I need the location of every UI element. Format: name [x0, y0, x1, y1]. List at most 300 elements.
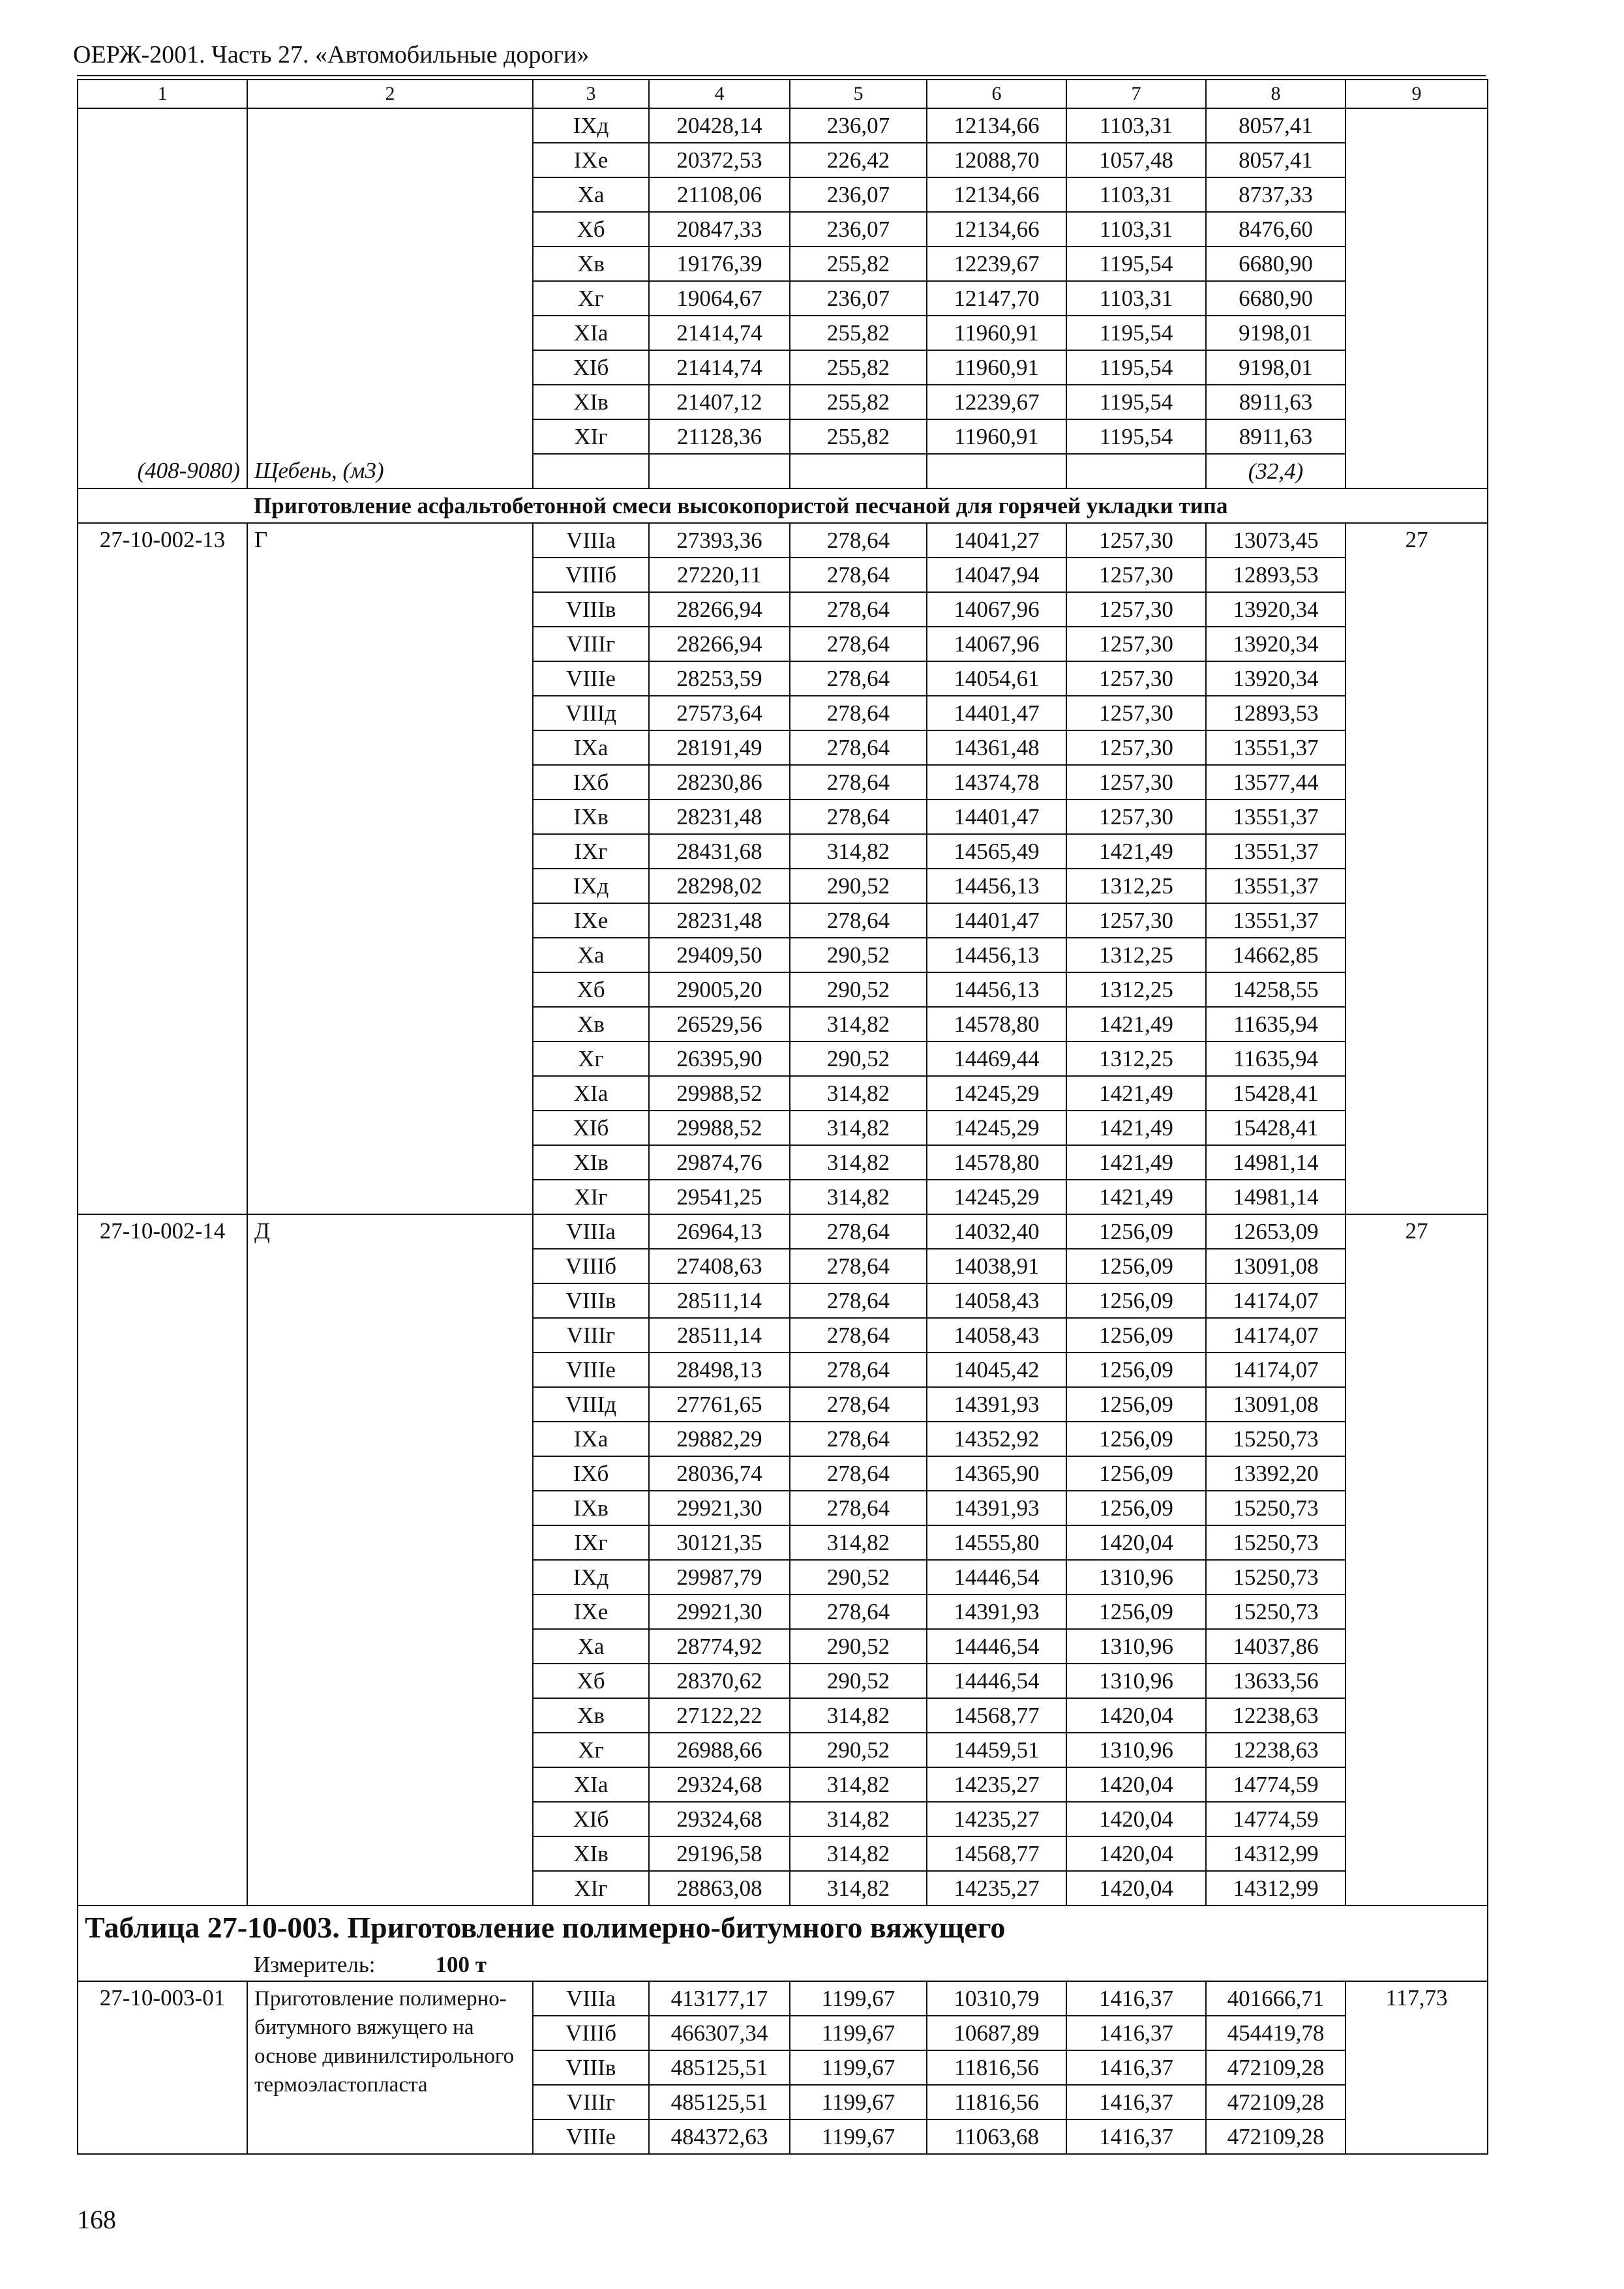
- value-cell: 14365,90: [927, 1456, 1066, 1491]
- value-cell: 314,82: [790, 1076, 927, 1111]
- zone-cell: IXд: [533, 1560, 649, 1594]
- empty-cell: [78, 1949, 247, 1981]
- zone-cell: VIIIв: [533, 592, 649, 627]
- value-cell: 314,82: [790, 834, 927, 869]
- value-cell: 11960,91: [927, 316, 1066, 350]
- value-cell: 1257,30: [1066, 592, 1206, 627]
- value-cell: 8737,33: [1206, 177, 1346, 212]
- column-number: 2: [247, 80, 533, 108]
- zone-cell: Xг: [533, 281, 649, 316]
- value-cell: 1416,37: [1066, 2085, 1206, 2119]
- value-cell: 10310,79: [927, 1981, 1066, 2016]
- zone-cell: IXг: [533, 1525, 649, 1560]
- value-cell: 1257,30: [1066, 903, 1206, 938]
- value-cell: 28036,74: [649, 1456, 790, 1491]
- zone-cell: IXд: [533, 108, 649, 143]
- value-cell: 1256,09: [1066, 1387, 1206, 1422]
- value-cell: 12893,53: [1206, 558, 1346, 592]
- value-cell: 14037,86: [1206, 1629, 1346, 1664]
- value-cell: 11063,68: [927, 2119, 1066, 2154]
- value-cell: 21414,74: [649, 350, 790, 385]
- measure-row: [78, 1949, 1488, 1981]
- value-cell: 13577,44: [1206, 765, 1346, 800]
- value-cell: 278,64: [790, 696, 927, 730]
- value-cell: 13091,08: [1206, 1387, 1346, 1422]
- empty-cell: [533, 454, 649, 488]
- value-cell: 11960,91: [927, 419, 1066, 454]
- value-cell: 255,82: [790, 316, 927, 350]
- value-cell: 278,64: [790, 661, 927, 696]
- value-cell: 454419,78: [1206, 2016, 1346, 2050]
- zone-cell: VIIIв: [533, 1283, 649, 1318]
- value-cell: 14401,47: [927, 696, 1066, 730]
- value-cell: 14981,14: [1206, 1145, 1346, 1180]
- value-cell: 236,07: [790, 108, 927, 143]
- rate-name: Приготовление полимерно-битумного вяжущего на основе дивинилстирольного термоэластопласта: [247, 1981, 533, 2154]
- value-cell: 485125,51: [649, 2050, 790, 2085]
- value-cell: 472109,28: [1206, 2085, 1346, 2119]
- value-cell: 14401,47: [927, 800, 1066, 834]
- measure-cell: [247, 1949, 1488, 1981]
- table-title-row: [78, 1906, 1488, 1949]
- value-cell: 13392,20: [1206, 1456, 1346, 1491]
- value-cell: 28431,68: [649, 834, 790, 869]
- value-cell: 14245,29: [927, 1111, 1066, 1145]
- value-cell: 8911,63: [1206, 419, 1346, 454]
- value-cell: 14456,13: [927, 938, 1066, 972]
- value-cell: 314,82: [790, 1180, 927, 1214]
- value-cell: 1310,96: [1066, 1560, 1206, 1594]
- zone-cell: VIIIа: [533, 1981, 649, 2016]
- value-cell: 1199,67: [790, 2050, 927, 2085]
- value-cell: 8057,41: [1206, 143, 1346, 177]
- zone-cell: VIIIб: [533, 558, 649, 592]
- value-cell: 290,52: [790, 1733, 927, 1767]
- value-cell: 13551,37: [1206, 834, 1346, 869]
- value-cell: 1256,09: [1066, 1249, 1206, 1283]
- value-cell: 1103,31: [1066, 212, 1206, 247]
- zone-cell: VIIIе: [533, 1353, 649, 1387]
- code-cell: [78, 108, 247, 454]
- value-cell: 1195,54: [1066, 316, 1206, 350]
- value-cell: 11960,91: [927, 350, 1066, 385]
- value-cell: 9198,01: [1206, 316, 1346, 350]
- value-cell: 290,52: [790, 1629, 927, 1664]
- value-cell: 236,07: [790, 212, 927, 247]
- zone-cell: VIIIв: [533, 2050, 649, 2085]
- value-cell: 1256,09: [1066, 1353, 1206, 1387]
- value-cell: 1257,30: [1066, 558, 1206, 592]
- zone-cell: XIг: [533, 1180, 649, 1214]
- value-cell: 1256,09: [1066, 1491, 1206, 1525]
- value-cell: 14245,29: [927, 1076, 1066, 1111]
- value-cell: 20372,53: [649, 143, 790, 177]
- empty-cell: [649, 454, 790, 488]
- column-number: 9: [1346, 80, 1488, 108]
- value-cell: 1195,54: [1066, 419, 1206, 454]
- value-cell: 314,82: [790, 1836, 927, 1871]
- value-cell: 12088,70: [927, 143, 1066, 177]
- value-cell: 21128,36: [649, 419, 790, 454]
- value-cell: 1103,31: [1066, 177, 1206, 212]
- zone-cell: XIб: [533, 1111, 649, 1145]
- value-cell: 472109,28: [1206, 2119, 1346, 2154]
- value-cell: 13091,08: [1206, 1249, 1346, 1283]
- value-cell: 1256,09: [1066, 1594, 1206, 1629]
- value-cell: 255,82: [790, 385, 927, 419]
- rate-code: 27-10-002-13: [78, 523, 247, 1214]
- measure-value: 100 т: [435, 1952, 487, 1977]
- empty-cell: [927, 454, 1066, 488]
- value-cell: 314,82: [790, 1767, 927, 1802]
- col9-cell: 27: [1346, 1214, 1488, 1906]
- value-cell: 26395,90: [649, 1041, 790, 1076]
- value-cell: 1199,67: [790, 2119, 927, 2154]
- value-cell: 13920,34: [1206, 627, 1346, 661]
- resource-qty: (32,4): [1206, 454, 1346, 488]
- value-cell: 14555,80: [927, 1525, 1066, 1560]
- value-cell: 14391,93: [927, 1387, 1066, 1422]
- value-cell: 11816,56: [927, 2085, 1066, 2119]
- value-cell: 236,07: [790, 281, 927, 316]
- value-cell: 1199,67: [790, 1981, 927, 2016]
- value-cell: 314,82: [790, 1802, 927, 1836]
- value-cell: 1421,49: [1066, 1111, 1206, 1145]
- value-cell: 14235,27: [927, 1871, 1066, 1906]
- value-cell: 1312,25: [1066, 1041, 1206, 1076]
- value-cell: 278,64: [790, 1283, 927, 1318]
- empty-cell: [790, 454, 927, 488]
- zone-cell: Xв: [533, 1007, 649, 1041]
- value-cell: 29409,50: [649, 938, 790, 972]
- value-cell: 14446,54: [927, 1664, 1066, 1698]
- value-cell: 12238,63: [1206, 1733, 1346, 1767]
- section-heading-row: [78, 488, 1488, 523]
- value-cell: 1310,96: [1066, 1733, 1206, 1767]
- value-cell: 1416,37: [1066, 2016, 1206, 2050]
- value-cell: 236,07: [790, 177, 927, 212]
- zone-cell: IXе: [533, 1594, 649, 1629]
- value-cell: 1421,49: [1066, 834, 1206, 869]
- value-cell: 278,64: [790, 1353, 927, 1387]
- measure-label: Измеритель:: [254, 1952, 376, 1977]
- value-cell: 1256,09: [1066, 1422, 1206, 1456]
- value-cell: 1257,30: [1066, 523, 1206, 558]
- resource-name: Щебень, (м3): [247, 454, 533, 488]
- value-cell: 28231,48: [649, 800, 790, 834]
- value-cell: 14235,27: [927, 1802, 1066, 1836]
- value-cell: 13073,45: [1206, 523, 1346, 558]
- value-cell: 11816,56: [927, 2050, 1066, 2085]
- value-cell: 14391,93: [927, 1491, 1066, 1525]
- zone-cell: VIIIб: [533, 1249, 649, 1283]
- value-cell: 14058,43: [927, 1283, 1066, 1318]
- value-cell: 1103,31: [1066, 281, 1206, 316]
- value-cell: 485125,51: [649, 2085, 790, 2119]
- value-cell: 14058,43: [927, 1318, 1066, 1353]
- value-cell: 11635,94: [1206, 1041, 1346, 1076]
- rate-code: 27-10-003-01: [78, 1981, 247, 2154]
- value-cell: 278,64: [790, 558, 927, 592]
- value-cell: 1256,09: [1066, 1214, 1206, 1249]
- value-cell: 12134,66: [927, 177, 1066, 212]
- value-cell: 1420,04: [1066, 1767, 1206, 1802]
- value-cell: 13551,37: [1206, 800, 1346, 834]
- value-cell: 12238,63: [1206, 1698, 1346, 1733]
- value-cell: 14568,77: [927, 1698, 1066, 1733]
- value-cell: 14361,48: [927, 730, 1066, 765]
- value-cell: 1103,31: [1066, 108, 1206, 143]
- col9-cell: 27: [1346, 523, 1488, 1214]
- value-cell: 29196,58: [649, 1836, 790, 1871]
- value-cell: 14446,54: [927, 1629, 1066, 1664]
- value-cell: 1312,25: [1066, 972, 1206, 1007]
- value-cell: 14312,99: [1206, 1871, 1346, 1906]
- value-cell: 413177,17: [649, 1981, 790, 2016]
- value-cell: 1421,49: [1066, 1145, 1206, 1180]
- value-cell: 278,64: [790, 1249, 927, 1283]
- zone-cell: IXа: [533, 730, 649, 765]
- value-cell: 29874,76: [649, 1145, 790, 1180]
- table-row: [78, 1981, 1488, 2016]
- zone-cell: Xб: [533, 1664, 649, 1698]
- zone-cell: Xб: [533, 212, 649, 247]
- zone-cell: Xа: [533, 1629, 649, 1664]
- running-header: ОЕРЖ-2001. Часть 27. «Автомобильные дороги»: [73, 41, 590, 68]
- zone-cell: XIг: [533, 419, 649, 454]
- value-cell: 1420,04: [1066, 1525, 1206, 1560]
- value-cell: 314,82: [790, 1111, 927, 1145]
- value-cell: 1416,37: [1066, 1981, 1206, 2016]
- value-cell: 14067,96: [927, 627, 1066, 661]
- value-cell: 27220,11: [649, 558, 790, 592]
- value-cell: 1195,54: [1066, 350, 1206, 385]
- table-title: Таблица 27-10-003. Приготовление полимерно-битумного вяжущего: [78, 1906, 1488, 1949]
- value-cell: 27761,65: [649, 1387, 790, 1422]
- value-cell: 484372,63: [649, 2119, 790, 2154]
- value-cell: 14174,07: [1206, 1353, 1346, 1387]
- value-cell: 15250,73: [1206, 1422, 1346, 1456]
- value-cell: 10687,89: [927, 2016, 1066, 2050]
- value-cell: 278,64: [790, 765, 927, 800]
- value-cell: 14456,13: [927, 972, 1066, 1007]
- zone-cell: XIа: [533, 316, 649, 350]
- value-cell: 314,82: [790, 1525, 927, 1560]
- zone-cell: VIIIа: [533, 523, 649, 558]
- table-row: [78, 1214, 1488, 1249]
- value-cell: 1420,04: [1066, 1802, 1206, 1836]
- value-cell: 1420,04: [1066, 1871, 1206, 1906]
- value-cell: 1420,04: [1066, 1836, 1206, 1871]
- value-cell: 21108,06: [649, 177, 790, 212]
- value-cell: 1421,49: [1066, 1180, 1206, 1214]
- value-cell: 401666,71: [1206, 1981, 1346, 2016]
- zone-cell: VIIIг: [533, 627, 649, 661]
- value-cell: 290,52: [790, 972, 927, 1007]
- value-cell: 19064,67: [649, 281, 790, 316]
- value-cell: 278,64: [790, 1387, 927, 1422]
- table-row: [78, 108, 1488, 143]
- value-cell: 14578,80: [927, 1145, 1066, 1180]
- value-cell: 28191,49: [649, 730, 790, 765]
- zone-cell: VIIIа: [533, 1214, 649, 1249]
- zone-cell: VIIIг: [533, 2085, 649, 2119]
- value-cell: 28511,14: [649, 1283, 790, 1318]
- value-cell: 314,82: [790, 1698, 927, 1733]
- value-cell: 12147,70: [927, 281, 1066, 316]
- rate-name: Д: [247, 1214, 533, 1906]
- value-cell: 27573,64: [649, 696, 790, 730]
- value-cell: 15428,41: [1206, 1111, 1346, 1145]
- value-cell: 30121,35: [649, 1525, 790, 1560]
- value-cell: 472109,28: [1206, 2050, 1346, 2085]
- zone-cell: VIIIд: [533, 1387, 649, 1422]
- value-cell: 12239,67: [927, 385, 1066, 419]
- zone-cell: IXг: [533, 834, 649, 869]
- page-number: 168: [77, 2205, 116, 2234]
- table-row: [78, 523, 1488, 558]
- value-cell: 21414,74: [649, 316, 790, 350]
- value-cell: 14981,14: [1206, 1180, 1346, 1214]
- value-cell: 12134,66: [927, 212, 1066, 247]
- value-cell: 14401,47: [927, 903, 1066, 938]
- name-cell: [247, 108, 533, 454]
- value-cell: 14774,59: [1206, 1802, 1346, 1836]
- value-cell: 1416,37: [1066, 2119, 1206, 2154]
- value-cell: 14374,78: [927, 765, 1066, 800]
- col9-cell: [1346, 108, 1488, 454]
- value-cell: 27408,63: [649, 1249, 790, 1283]
- value-cell: 29541,25: [649, 1180, 790, 1214]
- value-cell: 466307,34: [649, 2016, 790, 2050]
- value-cell: 13551,37: [1206, 903, 1346, 938]
- zone-cell: VIIIб: [533, 2016, 649, 2050]
- column-number: 8: [1206, 80, 1346, 108]
- value-cell: 13920,34: [1206, 661, 1346, 696]
- resource-row: [78, 454, 1488, 488]
- value-cell: 14047,94: [927, 558, 1066, 592]
- column-number: 6: [927, 80, 1066, 108]
- zone-cell: VIIIд: [533, 696, 649, 730]
- value-cell: 1257,30: [1066, 696, 1206, 730]
- value-cell: 1195,54: [1066, 385, 1206, 419]
- value-cell: 1416,37: [1066, 2050, 1206, 2085]
- value-cell: 1310,96: [1066, 1664, 1206, 1698]
- value-cell: 28266,94: [649, 592, 790, 627]
- value-cell: 14662,85: [1206, 938, 1346, 972]
- value-cell: 28370,62: [649, 1664, 790, 1698]
- column-number-row: [78, 80, 1488, 108]
- value-cell: 29921,30: [649, 1594, 790, 1629]
- value-cell: 255,82: [790, 247, 927, 281]
- zone-cell: Xа: [533, 177, 649, 212]
- value-cell: 1257,30: [1066, 730, 1206, 765]
- zone-cell: IXб: [533, 765, 649, 800]
- zone-cell: IXб: [533, 1456, 649, 1491]
- value-cell: 278,64: [790, 1422, 927, 1456]
- value-cell: 1421,49: [1066, 1076, 1206, 1111]
- value-cell: 14174,07: [1206, 1318, 1346, 1353]
- value-cell: 1257,30: [1066, 765, 1206, 800]
- value-cell: 28498,13: [649, 1353, 790, 1387]
- rate-name: Г: [247, 523, 533, 1214]
- value-cell: 14245,29: [927, 1180, 1066, 1214]
- value-cell: 1057,48: [1066, 143, 1206, 177]
- zone-cell: XIб: [533, 350, 649, 385]
- value-cell: 1257,30: [1066, 661, 1206, 696]
- value-cell: 278,64: [790, 800, 927, 834]
- value-cell: 278,64: [790, 1594, 927, 1629]
- value-cell: 14041,27: [927, 523, 1066, 558]
- value-cell: 20428,14: [649, 108, 790, 143]
- value-cell: 28266,94: [649, 627, 790, 661]
- value-cell: 15250,73: [1206, 1594, 1346, 1629]
- value-cell: 14446,54: [927, 1560, 1066, 1594]
- resource-code: (408-9080): [78, 454, 247, 488]
- value-cell: 29988,52: [649, 1111, 790, 1145]
- zone-cell: IXа: [533, 1422, 649, 1456]
- value-cell: 26988,66: [649, 1733, 790, 1767]
- zone-cell: VIIIе: [533, 2119, 649, 2154]
- value-cell: 278,64: [790, 1214, 927, 1249]
- value-cell: 14032,40: [927, 1214, 1066, 1249]
- value-cell: 278,64: [790, 1456, 927, 1491]
- value-cell: 20847,33: [649, 212, 790, 247]
- zone-cell: Xа: [533, 938, 649, 972]
- value-cell: 278,64: [790, 903, 927, 938]
- section-heading: Приготовление асфальтобетонной смеси высокопористой песчаной для горячей укладки типа: [247, 488, 1488, 523]
- value-cell: 278,64: [790, 523, 927, 558]
- value-cell: 21407,12: [649, 385, 790, 419]
- zone-cell: Xв: [533, 1698, 649, 1733]
- value-cell: 290,52: [790, 1560, 927, 1594]
- column-number: 5: [790, 80, 927, 108]
- value-cell: 8911,63: [1206, 385, 1346, 419]
- value-cell: 15250,73: [1206, 1560, 1346, 1594]
- value-cell: 14067,96: [927, 592, 1066, 627]
- column-number: 3: [533, 80, 649, 108]
- value-cell: 255,82: [790, 350, 927, 385]
- value-cell: 12653,09: [1206, 1214, 1346, 1249]
- value-cell: 1421,49: [1066, 1007, 1206, 1041]
- value-cell: 1256,09: [1066, 1456, 1206, 1491]
- value-cell: 8476,60: [1206, 212, 1346, 247]
- value-cell: 29987,79: [649, 1560, 790, 1594]
- value-cell: 314,82: [790, 1007, 927, 1041]
- value-cell: 28863,08: [649, 1871, 790, 1906]
- value-cell: 19176,39: [649, 247, 790, 281]
- zone-cell: VIIIе: [533, 661, 649, 696]
- value-cell: 278,64: [790, 1491, 927, 1525]
- empty-cell: [1346, 454, 1488, 488]
- value-cell: 226,42: [790, 143, 927, 177]
- value-cell: 14174,07: [1206, 1283, 1346, 1318]
- zone-cell: IXв: [533, 800, 649, 834]
- value-cell: 13551,37: [1206, 869, 1346, 903]
- value-cell: 9198,01: [1206, 350, 1346, 385]
- value-cell: 14456,13: [927, 869, 1066, 903]
- value-cell: 29988,52: [649, 1076, 790, 1111]
- value-cell: 14045,42: [927, 1353, 1066, 1387]
- zone-cell: Xг: [533, 1733, 649, 1767]
- value-cell: 11635,94: [1206, 1007, 1346, 1041]
- value-cell: 1256,09: [1066, 1318, 1206, 1353]
- rates-table: [77, 79, 1488, 2155]
- zone-cell: IXе: [533, 143, 649, 177]
- value-cell: 278,64: [790, 730, 927, 765]
- value-cell: 15250,73: [1206, 1491, 1346, 1525]
- value-cell: 290,52: [790, 869, 927, 903]
